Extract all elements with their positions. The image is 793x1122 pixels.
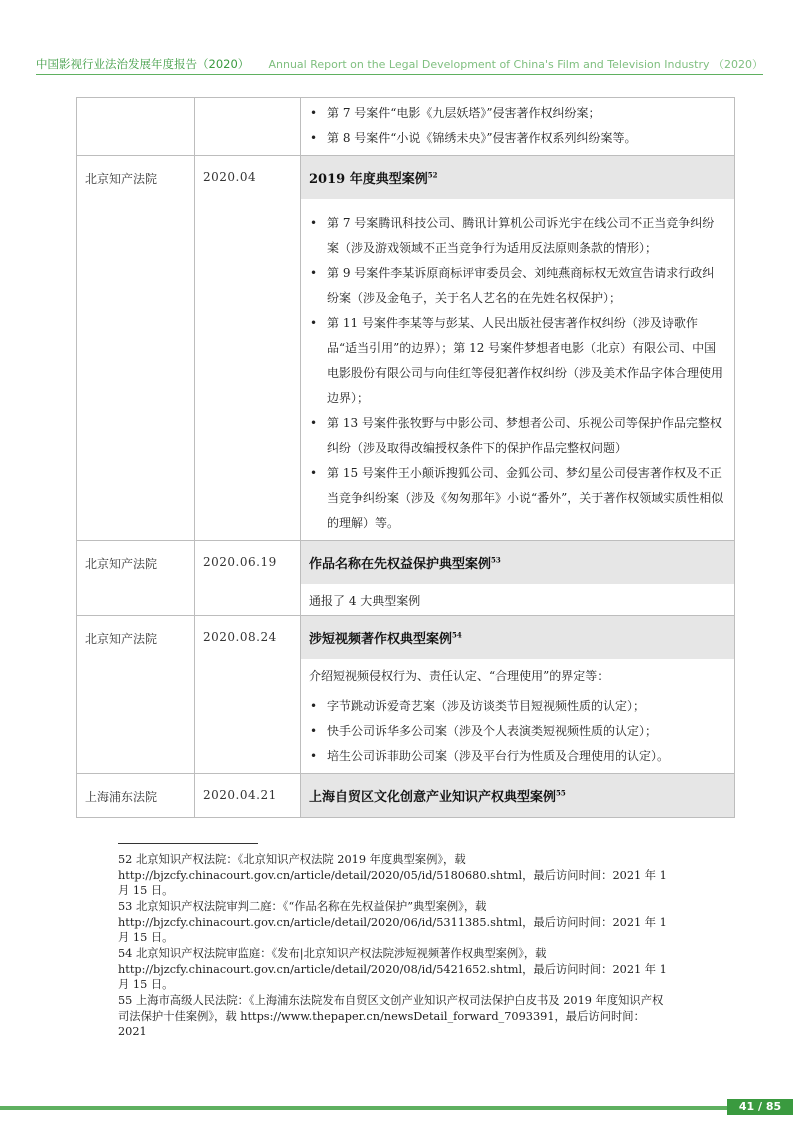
table-row	[77, 774, 735, 818]
list-item: • 第 11 号案件李某等与彭某、人民出版社侵害著作权纠纷（涉及诗歌作品“适当引用”的边界）；第 12 号案件梦想者电影（北京）有限公司、中国电影股份有限公司与向佳红等侵犯著作权纠纷（涉及美术作品字体合理使用边界）；	[327, 311, 726, 411]
content-cell	[301, 156, 735, 541]
running-header	[36, 56, 763, 72]
row-intro: 介绍短视频侵权行为、责任认定、“合理使用”的界定等：	[309, 669, 610, 683]
list-item: • 培生公司诉菲助公司案（涉及平台行为性质及合理使用的认定）。	[327, 744, 726, 769]
date-cell: 2020.04.21	[195, 774, 301, 818]
row-title-text: 涉短视频著作权典型案例	[309, 632, 453, 647]
header-divider	[36, 74, 763, 75]
table-row	[77, 541, 735, 616]
row-title	[301, 541, 734, 584]
footnote-ref[interactable]: 54	[452, 630, 462, 640]
list-item: • 第 9 号案件李某诉原商标评审委员会、刘纯燕商标权无效宣告请求行政纠纷案（涉及金龟子，关于名人艺名的在先姓名权保护）；	[327, 261, 726, 311]
date-cell: 2020.08.24	[195, 616, 301, 774]
row-title-text: 作品名称在先权益保护典型案例	[309, 557, 492, 572]
row-title	[301, 156, 734, 199]
page-footer	[0, 1099, 793, 1115]
content-cell	[301, 774, 735, 818]
list-item: • 第 7 号案腾讯科技公司、腾讯计算机公司诉光宇在线公司不正当竞争纠纷案（涉及游戏领域不正当竞争行为适用反法原则条款的情形）；	[327, 211, 726, 261]
table-row	[77, 98, 735, 156]
list-item: • 第 7 号案件“电影《九层妖塔》”侵害著作权纠纷案；	[327, 101, 726, 126]
list-item: • 第 8 号案件“小说《锦绣未央》”侵害著作权系列纠纷案等。	[327, 126, 726, 151]
table-row	[77, 616, 735, 774]
list-item: • 快手公司诉华多公司案（涉及个人表演类短视频性质的认定）；	[327, 719, 726, 744]
row-title	[301, 774, 734, 817]
case-list	[301, 199, 734, 540]
court-cell	[77, 98, 195, 156]
case-list	[301, 98, 734, 155]
row-intro: 通报了 4 大典型案例	[309, 594, 421, 608]
content-cell	[301, 616, 735, 774]
date-cell: 2020.06.19	[195, 541, 301, 616]
list-item: • 字节跳动诉爱奇艺案（涉及访谈类节目短视频性质的认定）；	[327, 694, 726, 719]
court-cell: 北京知产法院	[77, 156, 195, 541]
footnote-divider	[118, 843, 258, 844]
footnote-53: 53 北京知识产权法院审判二庭：《“作品名称在先权益保护”典型案例》，载 http://bjzcfy.chinacourt.gov.cn/article/detail/2020/06/id/5311385.shtml，最后访问时间：2021 年 1 月 15 日。	[118, 900, 667, 944]
content-cell	[301, 98, 735, 156]
footnote-54: 54 北京知识产权法院审监庭：《发布|北京知识产权法院涉短视频著作权典型案例》，载 http://bjzcfy.chinacourt.gov.cn/article/detail/2020/08/id/5421652.shtml，最后访问时间：2021 年 1 月 15 日。	[118, 947, 667, 991]
page-number: 41 / 85	[727, 1099, 793, 1115]
content-cell	[301, 541, 735, 616]
date-cell	[195, 98, 301, 156]
court-cell: 北京知产法院	[77, 616, 195, 774]
row-title-text: 上海自贸区文化创意产业知识产权典型案例	[309, 790, 557, 805]
list-item: • 第 13 号案件张牧野与中影公司、梦想者公司、乐视公司等保护作品完整权纠纷（涉及取得改编授权条件下的保护作品完整权问题）	[327, 411, 726, 461]
case-list	[301, 690, 734, 773]
list-item: • 第 15 号案件王小颠诉搜狐公司、金狐公司、梦幻星公司侵害著作权及不正当竞争纠纷案（涉及《匆匆那年》小说“番外”，关于著作权领域实质性相似的理解）等。	[327, 461, 726, 536]
row-title-text: 2019 年度典型案例	[309, 172, 428, 187]
footnote-ref[interactable]: 52	[427, 170, 438, 180]
header-title-en: Annual Report on the Legal Development of China's Film and Television Industry （2020）	[268, 58, 763, 71]
court-cell: 北京知产法院	[77, 541, 195, 616]
table-row	[77, 156, 735, 541]
footnote-52: 52 北京知识产权法院：《北京知识产权法院 2019 年度典型案例》，载 http://bjzcfy.chinacourt.gov.cn/article/detail/2020/05/id/5180680.shtml，最后访问时间：2021 年 1 月 15 日。	[118, 853, 667, 897]
footnote-ref[interactable]: 53	[491, 555, 501, 565]
court-cell: 上海浦东法院	[77, 774, 195, 818]
header-title-cn: 中国影视行业法治发展年度报告（2020）	[36, 57, 250, 71]
footnote-55: 55 上海市高级人民法院：《上海浦东法院发布自贸区文创产业知识产权司法保护白皮书及 2019 年度知识产权司法保护十佳案例》，载 https://www.thepaper.cn/newsDetail_forward_7093391，最后访问时间：2021	[118, 994, 664, 1038]
date-cell: 2020.04	[195, 156, 301, 541]
footer-bar	[0, 1106, 793, 1110]
case-table	[76, 97, 735, 818]
row-title	[301, 616, 734, 659]
footnote-ref[interactable]: 55	[556, 788, 566, 798]
